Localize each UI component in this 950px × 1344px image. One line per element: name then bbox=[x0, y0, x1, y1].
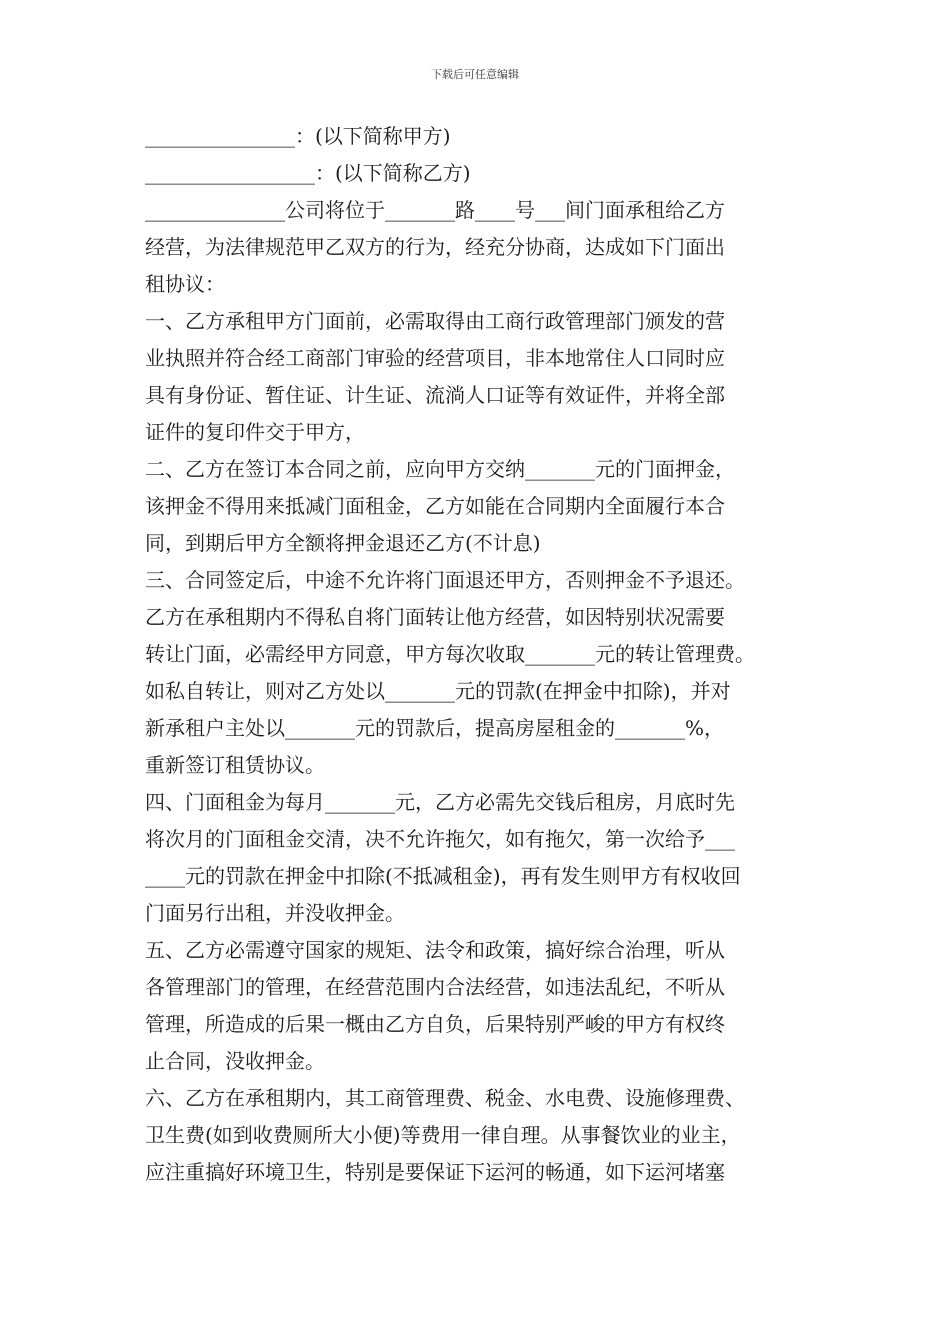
contract-body bbox=[145, 118, 810, 1191]
text-line: 将次月的门面租金交清，决不允许拖欠，如有拖欠，第一次给予___ bbox=[145, 827, 735, 851]
text-line: 门面另行出租，并没收押金。 bbox=[145, 901, 405, 925]
text-line: _______________：(以下简称甲方) bbox=[145, 124, 451, 148]
text-line: 业执照并符合经工商部门审验的经营项目，非本地常住人口同时应 bbox=[145, 346, 725, 370]
text-line: 转让门面，必需经甲方同意，甲方每次收取_______元的转让管理费。 bbox=[145, 642, 755, 666]
text-line: 三、合同签定后，中途不允许将门面退还甲方，否则押金不予退还。 bbox=[145, 568, 745, 592]
text-line: 同，到期后甲方全额将押金退还乙方(不计息) bbox=[145, 531, 541, 555]
text-line: 二、乙方在签订本合同之前，应向甲方交纳_______元的门面押金， bbox=[145, 457, 735, 481]
text-line: 六、乙方在承租期内，其工商管理费、税金、水电费、设施修理费、 bbox=[145, 1086, 745, 1110]
text-line: 五、乙方必需遵守国家的规矩、法令和政策，搞好综合治理，听从 bbox=[145, 938, 725, 962]
text-line: 如私自转让，则对乙方处以_______元的罚款(在押金中扣除)，并对 bbox=[145, 679, 731, 703]
text-line: 止合同，没收押金。 bbox=[145, 1049, 325, 1073]
text-line: 四、门面租金为每月_______元，乙方必需先交钱后租房，月底时先 bbox=[145, 790, 735, 814]
text-line: _________________：(以下简称乙方) bbox=[145, 161, 471, 185]
text-line: 证件的复印件交于甲方， bbox=[145, 420, 365, 444]
text-line: 一、乙方承租甲方门面前，必需取得由工商行政管理部门颁发的营 bbox=[145, 309, 725, 333]
text-line: 应注重搞好环境卫生，特别是要保证下运河的畅通，如下运河堵塞 bbox=[145, 1160, 725, 1184]
text-line: 重新签订租赁协议。 bbox=[145, 753, 325, 777]
text-line: 新承租户主处以_______元的罚款后，提高房屋租金的_______%， bbox=[145, 716, 725, 740]
text-line: 卫生费(如到收费厕所大小便)等费用一律自理。从事餐饮业的业主， bbox=[145, 1123, 741, 1147]
text-line: 该押金不得用来抵减门面租金，乙方如能在合同期内全面履行本合 bbox=[145, 494, 725, 518]
text-line: ____元的罚款在押金中扣除(不抵减租金)，再有发生则甲方有权收回 bbox=[145, 864, 741, 888]
text-line: 经营，为法律规范甲乙双方的行为，经充分协商，达成如下门面出 bbox=[145, 235, 725, 259]
text-line: 租协议： bbox=[145, 272, 225, 296]
page-header: 下载后可任意编辑 bbox=[431, 68, 519, 81]
text-line: 乙方在承租期内不得私自将门面转让他方经营，如因特别状况需要 bbox=[145, 605, 725, 629]
text-line: 管理，所造成的后果一概由乙方自负，后果特别严峻的甲方有权终 bbox=[145, 1012, 725, 1036]
text-line: ______________公司将位于_______路____号___间门面承租给乙方 bbox=[145, 198, 725, 222]
text-line: 具有身份证、暂住证、计生证、流淌人口证等有效证件，并将全部 bbox=[145, 383, 725, 407]
text-line: 各管理部门的管理，在经营范围内合法经营，如违法乱纪，不听从 bbox=[145, 975, 725, 999]
